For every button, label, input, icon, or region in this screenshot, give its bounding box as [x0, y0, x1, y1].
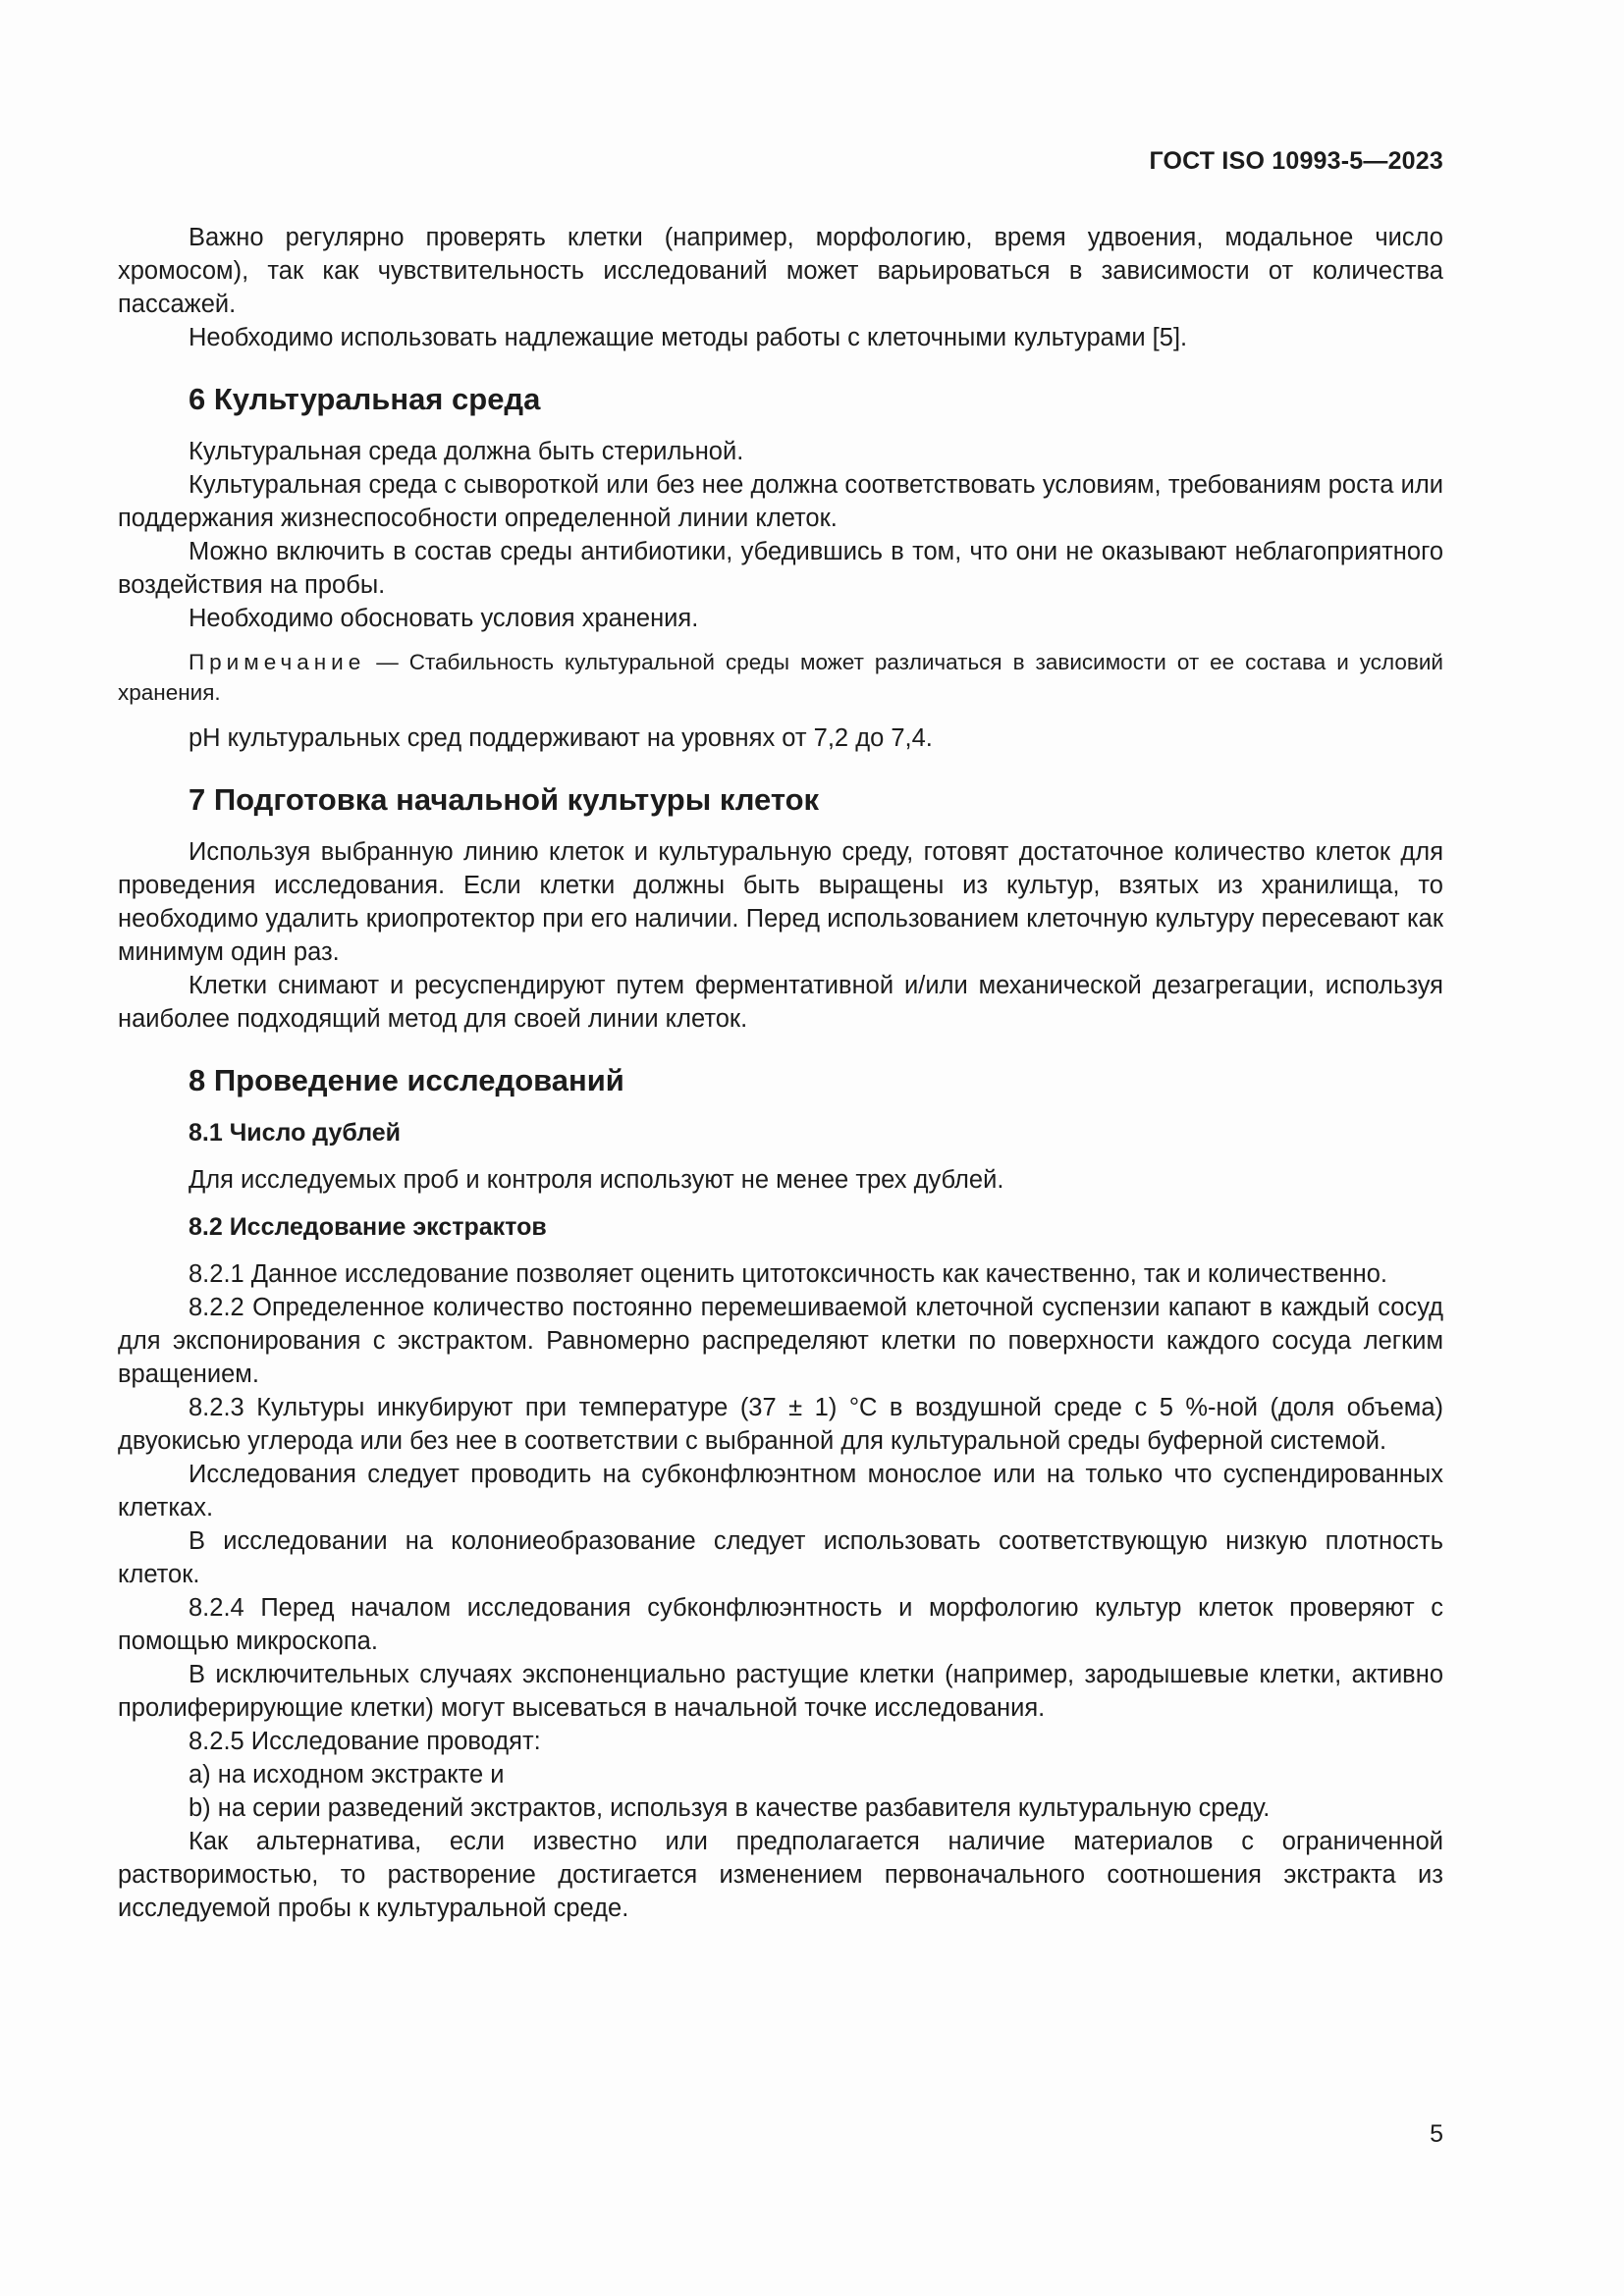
section-8-heading: 8 Проведение исследований: [189, 1063, 624, 1097]
clause-8-2-5: 8.2.5 Исследование проводят:: [189, 1728, 541, 1755]
page-number: 5: [1430, 2120, 1443, 2148]
intro-paragraph-2: Необходимо использовать надлежащие методы работы с клеточными культурами [5].: [189, 324, 1188, 351]
section-7-heading: 7 Подготовка начальной культуры клеток: [189, 782, 820, 817]
list-item-a: a) на исходном экстракте и: [189, 1761, 505, 1789]
list-item-b: b) на серии разведений экстрактов, используя в качестве разбавителя культуральную среду.: [189, 1794, 1271, 1822]
clause-8-2-5-paragraph-2: Как альтернатива, если известно или предполагается наличие материалов с ограниченной растворимостью, то растворение достигается изменением первоначального соотношения экстракта из исследуемой пробы к культуральной среде.: [118, 1828, 1443, 1922]
section-8-1-paragraph: Для исследуемых проб и контроля используют не менее трех дублей.: [189, 1166, 1004, 1194]
clause-8-2-4-paragraph-2: В исключительных случаях экспоненциально растущие клетки (например, зародышевые клетки, активно пролиферирующие клетки) могут высеваться в начальной точке исследования.: [118, 1661, 1443, 1722]
section-6-paragraph-3: Можно включить в состав среды антибиотики, убедившись в том, что они не оказывают неблагоприятного воздействия на пробы.: [118, 538, 1443, 599]
section-8-2-heading: 8.2 Исследование экстрактов: [189, 1213, 547, 1241]
section-6-note: [118, 647, 1443, 708]
section-8-1-heading: 8.1 Число дублей: [189, 1119, 402, 1147]
clause-8-2-3: 8.2.3 Культуры инкубируют при температуре (37 ± 1) °С в воздушной среде с 5 %-ной (доля объема) двуокисью углерода или без нее в соответствии с выбранной для культуральной среды буферной системой.: [118, 1394, 1443, 1455]
clause-8-2-3-paragraph-2: Исследования следует проводить на субконфлюэнтном монослое или на только что суспендированных клетках.: [118, 1461, 1443, 1522]
section-6-paragraph-1: Культуральная среда должна быть стерильной.: [189, 438, 744, 465]
section-6-paragraph-5: pH культуральных сред поддерживают на уровнях от 7,2 до 7,4.: [189, 724, 933, 752]
clause-8-2-3-paragraph-3: В исследовании на колониеобразование следует использовать соответствующую низкую плотность клеток.: [118, 1527, 1443, 1588]
section-6-paragraph-4: Необходимо обосновать условия хранения.: [189, 605, 699, 632]
clause-8-2-2: 8.2.2 Определенное количество постоянно перемешиваемой клеточной суспензии капают в каждый сосуд для экспонирования с экстрактом. Равномерно распределяют клетки по поверхности каждого сосуда легким вращением.: [118, 1294, 1443, 1388]
note-label: Примечание: [189, 650, 366, 674]
note-text: — Стабильность культуральной среды может различаться в зависимости от ее состава и условий хранения.: [118, 650, 1443, 705]
document-header: ГОСТ ISO 10993-5—2023: [1149, 147, 1443, 175]
intro-paragraph-1: Важно регулярно проверять клетки (например, морфологию, время удвоения, модальное число хромосом), так как чувствительность исследований может варьироваться в зависимости от количества пассажей.: [118, 224, 1443, 318]
clause-8-2-4: 8.2.4 Перед началом исследования субконфлюэнтность и морфологию культур клеток проверяют с помощью микроскопа.: [118, 1594, 1443, 1655]
section-6-heading: 6 Культуральная среда: [189, 382, 541, 416]
section-6-paragraph-2: Культуральная среда с сывороткой или без нее должна соответствовать условиям, требованиям роста или поддержания жизнеспособности определенной линии клеток.: [118, 471, 1443, 532]
clause-8-2-1: 8.2.1 Данное исследование позволяет оценить цитотоксичность как качественно, так и количественно.: [189, 1260, 1387, 1288]
document-body: [118, 221, 1443, 1925]
section-7-paragraph-2: Клетки снимают и ресуспендируют путем ферментативной и/или механической дезагрегации, используя наиболее подходящий метод для своей линии клеток.: [118, 972, 1443, 1033]
section-7-paragraph-1: Используя выбранную линию клеток и культуральную среду, готовят достаточное количество клеток для проведения исследования. Если клетки должны быть выращены из культур, взятых из хранилища, то необходимо удалить криопротектор при его наличии. Перед использованием клеточную культуру пересевают как минимум один раз.: [118, 838, 1443, 966]
